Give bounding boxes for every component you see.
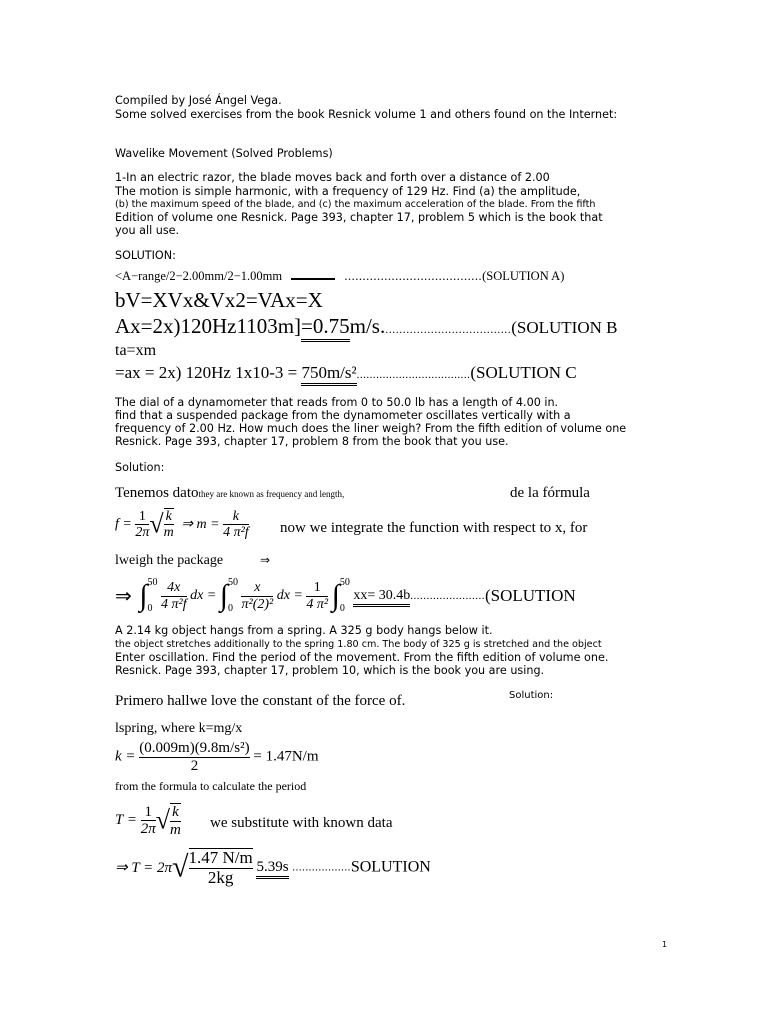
T-frac-k-over-m (170, 803, 181, 838)
limit-bottom-2: 0 (227, 603, 233, 614)
T2-sqrt-sign: √ (172, 850, 189, 884)
frac-k-over-m (164, 508, 174, 541)
eq-b2-unit: m/s. (349, 314, 386, 338)
T-sqrt-sign: √ (155, 805, 170, 835)
T-eq: T = (115, 812, 137, 828)
frac-k2: k (232, 508, 239, 524)
problem1-line4: Edition of volume one Resnick. Page 393, chapter 17, problem 5 which is the book that (115, 211, 603, 224)
T-frac-1-over-2pi (141, 804, 156, 838)
T-frac-m: m (170, 821, 181, 838)
k-denominator: 2 (139, 757, 249, 775)
eq-a-text: <A−range/2−2.00mm/2−1.00mm (115, 269, 283, 283)
primero-text: Primero hall (115, 693, 190, 709)
primero-line (115, 693, 405, 710)
limit-bottom-1: 0 (147, 603, 153, 614)
love-text: we love the constant of the force of. (189, 693, 406, 709)
eq-c1: ta=xm (115, 342, 157, 359)
eq-c2-left: =ax = 2x) 120Hz 1x10-3 = (115, 363, 302, 382)
problem2-solution-label: Solution: (115, 461, 165, 474)
eq-c2-tag: (SOLUTION C (470, 363, 577, 382)
problem2-line1: The dial of a dynamometer that reads from 0 to 50.0 lb has a length of 4.00 in. (115, 396, 559, 409)
frac-4pi2f: 4 π²f (223, 524, 249, 540)
eq-a-blank (291, 278, 335, 280)
T-frac-k: k (172, 804, 179, 820)
dx-eq-2: dx = (276, 588, 303, 603)
problem1-line1: 1-In an electric razor, the blade moves back and forth over a distance of 2.00 (115, 171, 550, 184)
T-frac-num: 1 (144, 803, 152, 820)
limit-top-3: 50 (339, 577, 350, 588)
limit-top-2: 50 (227, 577, 238, 588)
problem2-line4: Resnick. Page 393, chapter 17, problem 8 from the book that you use. (115, 435, 509, 448)
frac-k: k (165, 509, 172, 524)
eq-b2 (115, 314, 617, 339)
k-fraction (139, 740, 249, 774)
frac-k-over-4pi2f (223, 509, 249, 541)
eq-a (115, 269, 564, 284)
eq-c2-dots: ................................... (356, 369, 471, 381)
weigh-text: lweigh the package (115, 553, 224, 568)
problem1-line3: (b) the maximum speed of the blade, and (c) the maximum acceleration of the blade. From the fifth (115, 199, 596, 210)
problem3-line3: Enter oscillation. Find the period of the movement. From the fifth edition of volume one. (115, 651, 609, 664)
small-arrow: ⇒ (260, 553, 271, 567)
k-eq: k = (115, 748, 136, 765)
T2-denominator: 2kg (189, 868, 253, 888)
eq-b2-value: =0.75 (301, 314, 350, 342)
frac-den: 2π (135, 524, 150, 540)
limits-2 (228, 570, 238, 622)
k-result: = 1.47N/m (253, 748, 319, 765)
frac-pi2-2sq: π²(2)² (241, 596, 274, 612)
period-formula (115, 803, 181, 838)
T2-numerator: 1.47 N/m (188, 848, 253, 867)
integrate-text: now we integrate the function with respect to x, for (280, 520, 588, 536)
limit-top-1: 50 (147, 577, 158, 588)
eq-a-dots: ...................................... (344, 269, 483, 283)
T2-tag: SOLUTION (350, 858, 431, 876)
problem1-solution-label: SOLUTION: (115, 249, 176, 262)
eq-c2 (115, 363, 577, 383)
T-frac-den: 2π (140, 821, 156, 837)
f-eq: f = (115, 516, 132, 532)
sqrt-sign: √ (149, 509, 164, 539)
substitute-text: we substitute with known data (210, 815, 393, 831)
implies-arrow: ⇒ (115, 585, 132, 608)
frac-1-over-2pi (135, 509, 149, 541)
implies-m: ⇒ m = (181, 516, 220, 532)
integral-dots: ....................... (410, 590, 485, 602)
frac-m: m (163, 525, 174, 541)
problem1-line5: you all use. (115, 224, 180, 237)
eq-b1: bV=XVx&Vx2=VAx=X (115, 288, 323, 312)
problem3-line2: the object stretches additionally to the spring 1.80 cm. The body of 325 g is stretched and the object (115, 639, 602, 650)
integral-sign-1: ∫ (139, 579, 148, 612)
problem2-line2: find that a suspended package from the dynamometer oscillates vertically with a (115, 409, 571, 422)
frac-one: 1 (313, 580, 321, 596)
frac-1-over-4pi2 (306, 580, 328, 612)
limits-1 (147, 570, 157, 622)
spring-text: lspring, where k=mg/x (115, 721, 243, 736)
compiled-by: Compiled by José Ángel Vega. (115, 94, 282, 107)
integral-tag: (SOLUTION (484, 586, 576, 605)
eq-a-tag: (SOLUTION A) (482, 269, 565, 283)
integral-result: xx= 30.4b (353, 588, 410, 607)
integral-sign-2: ∫ (219, 579, 228, 612)
eq-b2-dots: .................................... (385, 322, 512, 336)
period-result (115, 848, 431, 887)
tenemos-line (115, 485, 344, 502)
limits-3 (340, 570, 350, 622)
frac-4x: 4x (167, 580, 181, 596)
tenemos-small: they are known as frequency and length, (198, 489, 345, 499)
source-note: Some solved exercises from the book Resnick volume 1 and others found on the Internet: (115, 108, 618, 121)
frac-4x-over-4pi2f (161, 580, 187, 612)
problem1-line2: The motion is simple harmonic, with a frequency of 129 Hz. Find (a) the amplitude, (115, 185, 581, 198)
frac-4pi2: 4 π² (306, 596, 329, 612)
frac-x: x (254, 580, 261, 596)
integral-line (115, 570, 576, 622)
T2-dots: .................. (292, 861, 351, 874)
k-formula (115, 740, 319, 774)
limit-bottom-3: 0 (339, 603, 345, 614)
frequency-formula (115, 508, 249, 541)
T2-result: 5.39s (256, 859, 288, 879)
problem3-line4: Resnick. Page 393, chapter 17, problem 10, which is the book you are using. (115, 664, 545, 677)
eq-c2-value: 750m/s² (301, 363, 356, 386)
integral-sign-3: ∫ (331, 579, 340, 612)
eq-b2-left: Ax=2x)120Hz1103m] (115, 314, 302, 338)
dx-eq-1: dx = (190, 588, 217, 603)
T2-fraction (189, 848, 253, 887)
de-la-formula: de la fórmula (510, 485, 590, 501)
frac-x-over-pi2-2sq (241, 580, 273, 612)
eq-b2-tag: (SOLUTION B (511, 318, 618, 337)
period-text: from the formula to calculate the period (115, 779, 307, 793)
T2-eq: ⇒ T = 2π (115, 860, 173, 877)
k-numerator: (0.009m)(9.8m/s²) (139, 740, 250, 756)
section-title: Wavelike Movement (Solved Problems) (115, 147, 333, 160)
tenemos-text: Tenemos dato (115, 485, 199, 501)
problem2-line3: frequency of 2.00 Hz. How much does the liner weigh? From the fifth edition of volume one (115, 422, 627, 435)
frac-4pi2f-2: 4 π²f (160, 596, 187, 612)
problem3-line1: A 2.14 kg object hangs from a spring. A 325 g body hangs below it. (115, 624, 493, 637)
frac-num: 1 (138, 508, 146, 524)
page-number: 1 (662, 940, 668, 949)
problem3-solution-label: Solution: (509, 690, 554, 701)
